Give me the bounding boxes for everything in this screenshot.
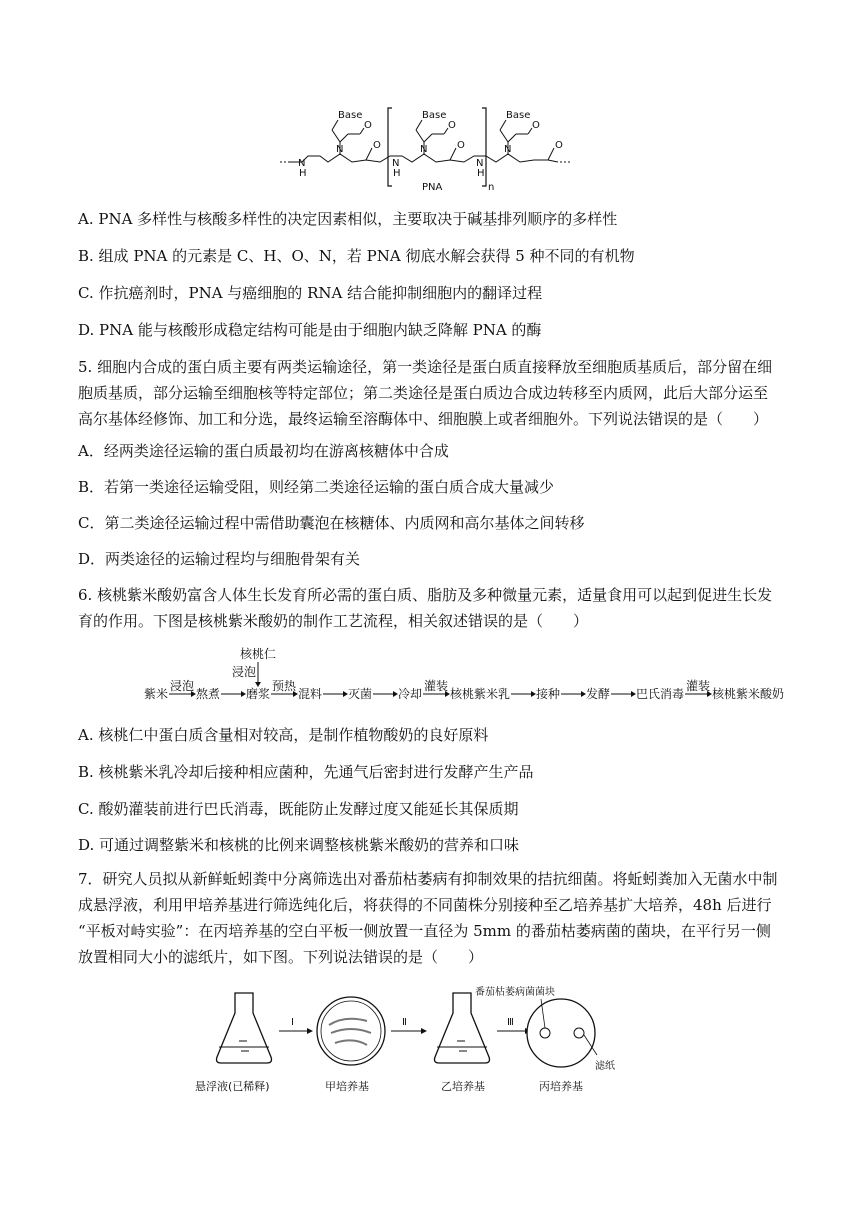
pna-caption: PNA: [422, 182, 443, 193]
q6-option-d: D. 可通过调整紫米和核桃的比例来调整核桃紫米酸奶的营养和口味: [78, 836, 520, 854]
step-ii-label: Ⅱ: [402, 1017, 407, 1028]
filter-paper-label: 滤纸: [595, 1061, 615, 1072]
q5-stem-line-1: 5. 细胞内合成的蛋白质主要有两类运输途径，第一类途径是蛋白质直接释放至细胞质基质后，部分留在细: [78, 358, 773, 376]
flow-node-8: 发酵: [586, 687, 611, 701]
q4-option-d: D. PNA 能与核酸形成稳定结构可能是由于细胞内缺乏降解 PNA 的酶: [78, 321, 542, 339]
label-bing-medium: 丙培养基: [539, 1080, 583, 1093]
pna-h-label-1: H: [299, 168, 307, 179]
yogurt-process-flowchart: [140, 644, 785, 710]
q6-stem-line-2: 育的作用。下图是核桃紫米酸奶的制作工艺流程，相关叙述错误的是（ ）: [78, 612, 589, 630]
flow-arrow-label-5: 灌装: [424, 679, 449, 693]
flow-node-1: 熬煮: [196, 687, 221, 701]
pna-n-label-4: N: [298, 158, 306, 169]
pna-base-label-1: Base: [338, 110, 363, 121]
pna-n-label-1: N: [336, 144, 344, 155]
pna-n-label-6: N: [476, 158, 484, 169]
culture-figure-labels: [195, 1078, 655, 1096]
q5-stem-line-3: 高尔基体经修饰、加工和分选，最终运输至溶酶体中、细胞膜上或者细胞外。下列说法错误的是（ ）: [78, 410, 769, 428]
label-jia-medium: 甲培养基: [325, 1080, 369, 1093]
q4-option-a: A. PNA 多样性与核酸多样性的决定因素相似，主要取决于碱基排列顺序的多样性: [78, 210, 618, 228]
flow-arrow-label-0: 浸泡: [170, 679, 195, 693]
pna-base-label-3: Base: [506, 110, 531, 121]
petri-dish-jia: [317, 997, 385, 1065]
flow-node-6: 核桃紫米乳: [450, 687, 511, 701]
pna-o-label-4: O: [373, 140, 381, 151]
flow-node-5: 冷却: [398, 687, 423, 701]
flask-yi: [435, 993, 490, 1063]
q7-stem-line-4: 放置相同大小的滤纸片，如下图。下列说法错误的是（ ）: [78, 948, 484, 966]
flow-node-10: 核桃紫米酸奶: [712, 687, 785, 701]
q4-option-c: C. 作抗癌剂时，PNA 与癌细胞的 RNA 结合能抑制细胞内的翻译过程: [78, 284, 543, 302]
q6-option-b: B. 核桃紫米乳冷却后接种相应菌种，先通气后密封进行发酵产生产品: [78, 763, 534, 781]
pathogen-block-label: 番茄枯萎病菌菌块: [475, 987, 555, 998]
flow-top-step: 浸泡: [232, 665, 257, 679]
pna-base-label-2: Base: [422, 110, 447, 121]
pna-o-label-6: O: [555, 140, 563, 151]
flow-node-3: 混料: [298, 687, 323, 701]
flow-node-2: 磨浆: [246, 687, 271, 701]
pna-subscript-n: n: [488, 182, 495, 193]
q5-option-a: A．经两类途径运输的蛋白质最初均在游离核糖体中合成: [78, 442, 449, 460]
label-suspension: 悬浮液(已稀释): [195, 1080, 270, 1093]
pna-h-label-2: H: [393, 168, 401, 179]
step-i-label: Ⅰ: [291, 1017, 294, 1028]
flow-top-input: 核桃仁: [240, 647, 277, 661]
q5-option-d: D．两类途径的运输过程均与细胞骨架有关: [78, 550, 361, 568]
q6-option-c: C. 酸奶灌装前进行巴氏消毒，既能防止发酵过度又能延长其保质期: [78, 800, 519, 818]
pna-structure-figure: [280, 104, 590, 196]
pna-h-label-3: H: [477, 168, 485, 179]
flow-node-0: 紫米: [144, 687, 169, 701]
q7-stem-line-1: 7．研究人员拟从新鲜蚯蚓粪中分离筛选出对番茄枯萎病有抑制效果的拮抗细菌。将蚯蚓粪加入无菌水中制: [78, 870, 778, 888]
q4-option-b: B. 组成 PNA 的元素是 C、H、O、N，若 PNA 彻底水解会获得 5 种不同的有机物: [78, 247, 635, 265]
q7-stem-line-3: “平板对峙实验”：在丙培养基的空白平板一侧放置一直径为 5mm 的番茄枯萎病菌的菌块，在平行另一侧: [78, 922, 771, 940]
pna-o-label-5: O: [457, 140, 465, 151]
flow-arrow-label-2: 预热: [272, 679, 297, 693]
pna-o-label-3: O: [532, 120, 540, 131]
petri-dish-bing: [527, 999, 597, 1067]
step-iii-label: Ⅲ: [507, 1017, 514, 1028]
q5-option-b: B．若第一类途径运输受阻，则经第二类途径运输的蛋白质合成大量减少: [78, 478, 555, 496]
flow-node-7: 接种: [536, 687, 561, 701]
q7-stem-line-2: 成悬浮液，利用甲培养基进行筛选纯化后，将获得的不同菌株分别接种至乙培养基扩大培养，48h 后进行: [78, 896, 772, 914]
label-yi-medium: 乙培养基: [441, 1080, 485, 1093]
flask-suspension: [217, 993, 272, 1063]
q6-option-a: A. 核桃仁中蛋白质含量相对较高，是制作植物酸奶的良好原料: [78, 726, 489, 744]
q5-stem-line-2: 胞质基质，部分运输至细胞核等特定部位；第二类途径是蛋白质边合成边转移至内质网，此后大部分运至: [78, 384, 769, 402]
flow-node-4: 灭菌: [348, 687, 373, 701]
q6-stem-line-1: 6. 核桃紫米酸奶富含人体生长发育所必需的蛋白质、脂肪及多种微量元素，适量食用可以起到促进生长发: [78, 586, 773, 604]
pna-n-label-2: N: [420, 144, 428, 155]
pna-n-label-5: N: [392, 158, 400, 169]
pna-o-label-2: O: [448, 120, 456, 131]
pna-n-label-3: N: [504, 144, 512, 155]
culture-experiment-figure: [195, 985, 655, 1075]
flow-arrow-label-9: 灌装: [686, 679, 711, 693]
q5-option-c: C．第二类途径运输过程中需借助囊泡在核糖体、内质网和高尔基体之间转移: [78, 514, 585, 532]
flow-node-9: 巴氏消毒: [636, 687, 685, 701]
pna-o-label-1: O: [364, 120, 372, 131]
